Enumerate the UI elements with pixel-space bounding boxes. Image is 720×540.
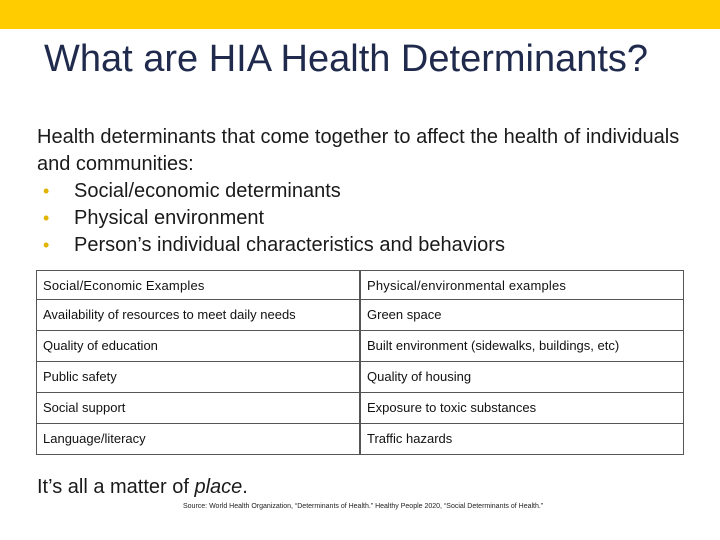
table-row: Availability of resources to meet daily needs — [36, 300, 360, 331]
social-examples-table — [36, 270, 360, 455]
source-citation: Source: World Health Organization, “Determinants of Health.” Healthy People 2020, “Social Determinants of Health.” — [183, 503, 544, 510]
list-item-label: Social/economic determinants — [74, 180, 341, 202]
intro-block — [37, 124, 697, 259]
bullet-icon: • — [43, 235, 50, 255]
page-title: What are HIA Health Determinants? — [44, 38, 649, 80]
table-row: Exposure to toxic substances — [360, 393, 684, 424]
intro-text: Health determinants that come together to affect the health of individuals and communities: — [37, 126, 680, 175]
list-item-label: Physical environment — [74, 207, 265, 229]
table-row: Green space — [360, 300, 684, 331]
table-row: Quality of education — [36, 331, 360, 362]
table-row: Built environment (sidewalks, buildings, etc) — [360, 331, 684, 362]
table-header: Social/Economic Examples — [36, 270, 360, 300]
top-accent-bar — [0, 0, 720, 29]
table-row: Quality of housing — [360, 362, 684, 393]
tagline-prefix: It’s all a matter of — [37, 476, 195, 498]
table-row: Social support — [36, 393, 360, 424]
bullet-icon: • — [43, 181, 50, 201]
list-item-label: Person’s individual characteristics and behaviors — [74, 234, 505, 256]
tagline-suffix: . — [242, 476, 248, 498]
list-item — [37, 205, 697, 232]
list-item — [37, 178, 697, 205]
bullet-icon: • — [43, 208, 50, 228]
table-row: Public safety — [36, 362, 360, 393]
table-header: Physical/environmental examples — [360, 270, 684, 300]
tagline-emphasis: place — [194, 476, 243, 498]
list-item — [37, 232, 697, 259]
determinant-list — [37, 178, 697, 259]
physical-examples-table — [360, 270, 684, 455]
table-row: Language/literacy — [36, 424, 360, 455]
footer-tagline — [37, 476, 248, 499]
table-row: Traffic hazards — [360, 424, 684, 455]
